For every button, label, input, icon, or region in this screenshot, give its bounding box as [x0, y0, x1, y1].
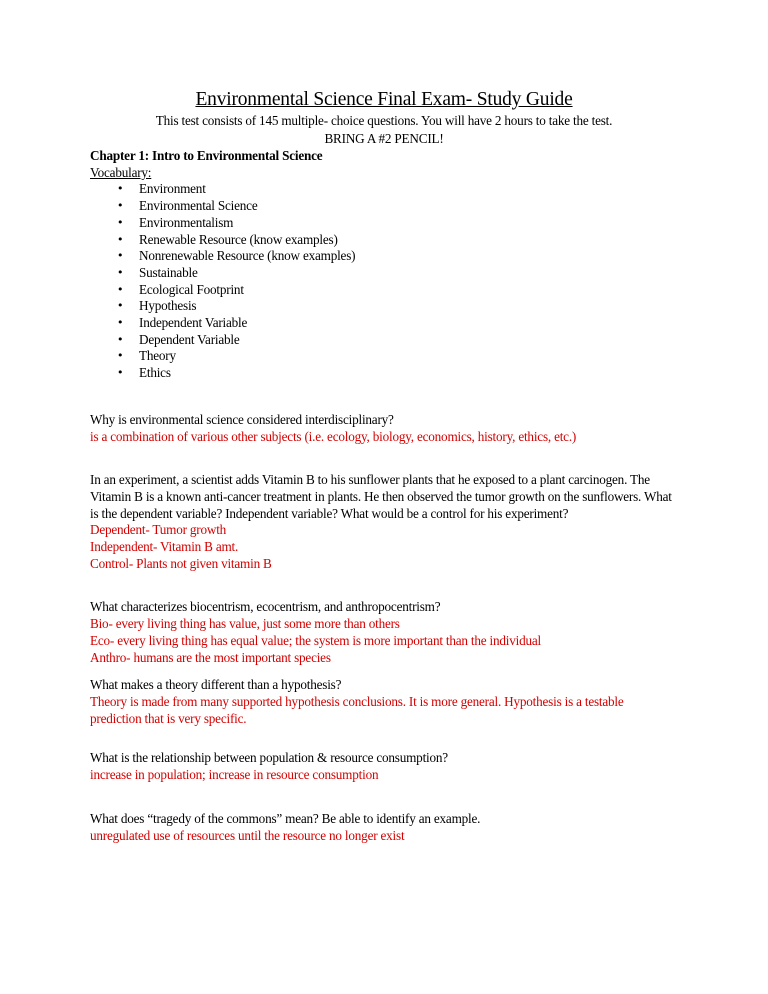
question-block-population-resources	[90, 750, 678, 783]
question-text: What characterizes biocentrism, ecocentrism, and anthropocentrism?	[90, 599, 441, 615]
answer-text: Theory is made from many supported hypothesis conclusions. It is more general. Hypothesis is a testable prediction that is very specific.	[90, 693, 624, 726]
chapter-heading: Chapter 1: Intro to Environmental Science	[90, 148, 323, 163]
answer-text: Anthro- humans are the most important species	[90, 649, 331, 665]
question-block-theory-vs-hypothesis	[90, 677, 678, 727]
answer-text: Dependent- Tumor growth	[90, 522, 227, 538]
answer-text: Independent- Vitamin B amt.	[90, 539, 239, 555]
vocab-item: • Environmentalism	[117, 215, 678, 232]
vocab-item: • Nonrenewable Resource (know examples)	[117, 248, 678, 265]
vocabulary-heading: Vocabulary:	[90, 164, 152, 180]
answer-text: unregulated use of resources until the resource no longer exist	[90, 827, 405, 843]
question-text: Why is environmental science considered interdisciplinary?	[90, 411, 394, 427]
answer-text: increase in population; increase in resource consumption	[90, 767, 379, 783]
doc-intro-line: This test consists of 145 multiple- choice questions. You will have 2 hours to take the test.	[155, 113, 613, 128]
vocab-item: • Hypothesis	[117, 298, 678, 315]
answer-text: Bio- every living thing has value, just some more than others	[90, 616, 400, 632]
question-block-interdisciplinary	[90, 412, 678, 445]
answer-text: Eco- every living thing has equal value; the system is more important than the individual	[90, 632, 541, 648]
vocab-item: • Environmental Science	[117, 198, 678, 215]
doc-title: Environmental Science Final Exam- Study Guide	[195, 89, 573, 110]
vocab-item: • Ecological Footprint	[117, 282, 678, 299]
question-block-experiment-variables	[90, 472, 678, 572]
question-text: In an experiment, a scientist adds Vitamin B to his sunflower plants that he exposed to a plant carcinogen. The Vitamin B is a known anti-cancer treatment in plants. He then observed the tumor growth on the sunflowers. What is the dependent variable? Independent variable? What would be a control for his experiment?	[90, 472, 672, 521]
vocab-item: • Sustainable	[117, 265, 678, 282]
question-block-centrisms	[90, 599, 678, 666]
question-text: What is the relationship between population & resource consumption?	[90, 750, 448, 766]
vocabulary-list	[90, 181, 678, 381]
vocab-item: • Independent Variable	[117, 315, 678, 332]
vocab-item: • Environment	[117, 181, 678, 198]
vocab-item: • Dependent Variable	[117, 332, 678, 349]
vocab-item: • Renewable Resource (know examples)	[117, 232, 678, 249]
question-block-tragedy-of-commons	[90, 811, 678, 844]
question-text: What does “tragedy of the commons” mean? Be able to identify an example.	[90, 810, 481, 826]
vocab-item: • Theory	[117, 348, 678, 365]
pencil-note-line: BRING A #2 PENCIL!	[324, 131, 444, 146]
question-text: What makes a theory different than a hypothesis?	[90, 677, 342, 693]
answer-text: Control- Plants not given vitamin B	[90, 555, 272, 571]
answer-text: is a combination of various other subjects (i.e. ecology, biology, economics, history, ethics, etc.)	[90, 428, 577, 444]
vocab-item: • Ethics	[117, 365, 678, 382]
